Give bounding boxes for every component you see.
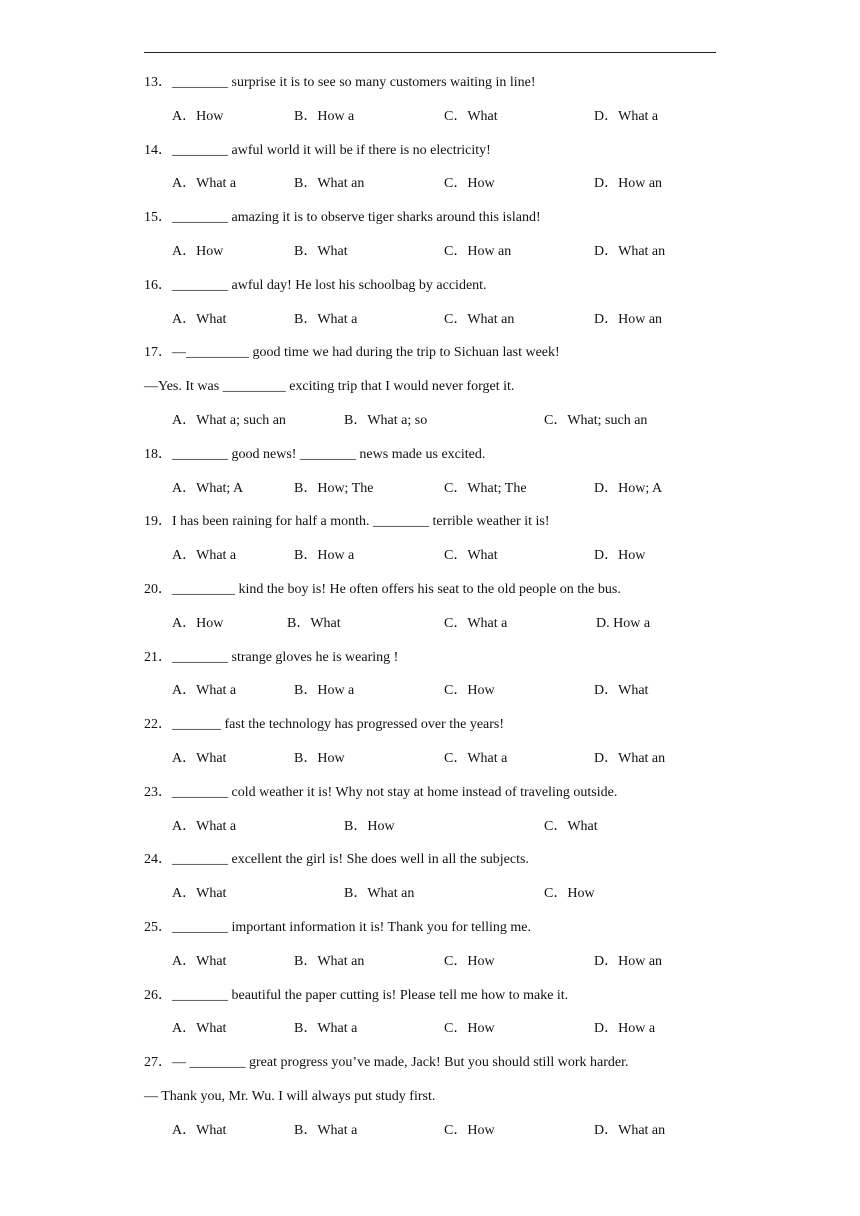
question-number: 25． bbox=[144, 920, 172, 935]
question-number: 17． bbox=[144, 345, 172, 361]
question-line-text: ________ awful day! He lost his schoolbag by accident. bbox=[172, 277, 487, 293]
question-line-text: —_________ good time we had during the trip to Sichuan last week! bbox=[172, 345, 560, 361]
answer-option[interactable]: B．What bbox=[287, 615, 341, 631]
answer-option[interactable]: A．What bbox=[172, 311, 227, 327]
question-number: 26． bbox=[144, 987, 172, 1003]
question-text bbox=[144, 142, 491, 160]
answer-option[interactable]: C．What a bbox=[444, 615, 508, 631]
answer-option[interactable]: D．How bbox=[594, 548, 646, 564]
question-number: 24． bbox=[144, 852, 172, 868]
answer-option[interactable]: C．How bbox=[544, 886, 595, 902]
answer-option[interactable]: D．What an bbox=[594, 751, 666, 766]
answer-option[interactable]: A．What a bbox=[172, 683, 237, 699]
question-number: 27． bbox=[144, 1055, 172, 1071]
answer-option[interactable]: B．How a bbox=[294, 548, 355, 564]
answer-option[interactable]: A．What bbox=[172, 953, 227, 969]
answer-option[interactable]: B．What a bbox=[294, 1021, 358, 1037]
answer-option[interactable]: C．What; The bbox=[444, 480, 527, 496]
answer-option[interactable]: C．How bbox=[444, 1021, 495, 1037]
answer-option[interactable]: D．What a bbox=[594, 108, 659, 124]
question-text bbox=[144, 74, 536, 92]
answer-option[interactable]: C．How bbox=[444, 1122, 495, 1138]
question-line-text: ________ cold weather it is! Why not stay at home instead of traveling outside. bbox=[172, 784, 618, 800]
answer-option[interactable]: D. How a bbox=[596, 615, 651, 631]
answer-option[interactable]: A．How bbox=[172, 615, 224, 631]
answer-option[interactable]: C．What; such an bbox=[544, 413, 648, 428]
question-number: 21． bbox=[144, 649, 172, 665]
question-dialogue-line bbox=[144, 378, 514, 396]
answer-option[interactable]: A．What a; such an bbox=[172, 413, 286, 428]
answer-option[interactable]: B．What an bbox=[294, 176, 365, 192]
question-text bbox=[144, 1054, 628, 1072]
question-text bbox=[144, 513, 550, 531]
question-number: 23． bbox=[144, 784, 172, 800]
question-line-text: ________ good news! ________ news made us excited. bbox=[172, 446, 486, 462]
answer-option[interactable]: A．What; A bbox=[172, 480, 244, 496]
question-text bbox=[144, 987, 568, 1005]
question-line-text: _________ kind the boy is! He often offers his seat to the old people on the bus. bbox=[172, 582, 621, 597]
answer-option[interactable]: D．What an bbox=[594, 1122, 666, 1138]
answer-option[interactable]: C．How bbox=[444, 176, 495, 192]
question-line-text: ________ excellent the girl is! She does well in all the subjects. bbox=[172, 852, 529, 868]
answer-option[interactable]: A．What bbox=[172, 1021, 227, 1037]
answer-option[interactable]: C．What bbox=[544, 818, 598, 834]
answer-option[interactable]: A．What bbox=[172, 886, 227, 902]
answer-option[interactable]: B．How bbox=[294, 751, 345, 766]
question-line-text: ________ surprise it is to see so many customers waiting in line! bbox=[172, 75, 536, 90]
answer-option[interactable]: B．What an bbox=[294, 953, 365, 969]
question-text bbox=[144, 446, 485, 464]
question-text bbox=[144, 851, 529, 869]
question-text bbox=[144, 784, 617, 802]
question-number: 15． bbox=[144, 210, 172, 226]
answer-option[interactable]: C．What bbox=[444, 108, 498, 124]
question-text bbox=[144, 581, 621, 599]
question-line-text: ________ amazing it is to observe tiger sharks around this island! bbox=[172, 210, 541, 226]
question-line-text: —Yes. It was _________ exciting trip that I would never forget it. bbox=[144, 379, 515, 395]
answer-option[interactable]: A．How bbox=[172, 108, 224, 124]
answer-option[interactable]: D．How an bbox=[594, 176, 663, 192]
answer-option[interactable]: C．How bbox=[444, 953, 495, 969]
answer-option[interactable]: A．What bbox=[172, 1122, 227, 1138]
answer-option[interactable]: D．How; A bbox=[594, 480, 663, 496]
question-text bbox=[144, 344, 560, 362]
question-line-text: — Thank you, Mr. Wu. I will always put study first. bbox=[144, 1089, 436, 1104]
answer-option[interactable]: B．How; The bbox=[294, 480, 374, 496]
answer-option[interactable]: D．What an bbox=[594, 244, 666, 259]
question-number: 18． bbox=[144, 446, 172, 462]
answer-option[interactable]: B．What bbox=[294, 244, 348, 259]
question-text bbox=[144, 716, 504, 734]
question-text bbox=[144, 277, 487, 295]
question-line-text: I has been raining for half a month. ________ terrible weather it is! bbox=[172, 514, 550, 530]
answer-option[interactable]: A．What a bbox=[172, 818, 237, 834]
question-line-text: ________ beautiful the paper cutting is! Please tell me how to make it. bbox=[172, 987, 569, 1003]
answer-option[interactable]: B．What a bbox=[294, 311, 358, 327]
answer-option[interactable]: C．How bbox=[444, 683, 495, 699]
answer-option[interactable]: B．How a bbox=[294, 683, 355, 699]
question-number: 14． bbox=[144, 142, 172, 158]
answer-option[interactable]: B．What a; so bbox=[344, 413, 428, 428]
answer-option[interactable]: C．What a bbox=[444, 751, 508, 766]
answer-option[interactable]: C．What an bbox=[444, 311, 515, 327]
answer-option[interactable]: D．What bbox=[594, 683, 649, 699]
question-dialogue-line bbox=[144, 1088, 435, 1106]
answer-option[interactable]: B．How bbox=[344, 818, 395, 834]
answer-option[interactable]: D．How an bbox=[594, 311, 663, 327]
question-number: 22． bbox=[144, 717, 172, 733]
question-line-text: ________ awful world it will be if there is no electricity! bbox=[172, 142, 491, 158]
answer-option[interactable]: A．What a bbox=[172, 548, 237, 564]
answer-option[interactable]: A．What bbox=[172, 751, 227, 766]
question-text bbox=[144, 649, 398, 667]
question-line-text: — ________ great progress you’ve made, Jack! But you should still work harder. bbox=[172, 1055, 629, 1071]
answer-option[interactable]: B．What an bbox=[344, 886, 415, 902]
answer-option[interactable]: A．How bbox=[172, 244, 224, 259]
question-number: 13． bbox=[144, 75, 172, 90]
answer-option[interactable]: D．How an bbox=[594, 953, 663, 969]
answer-option[interactable]: B．What a bbox=[294, 1122, 358, 1138]
answer-option[interactable]: D．How a bbox=[594, 1021, 656, 1037]
question-line-text: ________ strange gloves he is wearing ! bbox=[172, 649, 399, 665]
answer-option[interactable]: B．How a bbox=[294, 108, 355, 124]
answer-option[interactable]: A．What a bbox=[172, 176, 237, 192]
question-number: 20． bbox=[144, 582, 172, 597]
answer-option[interactable]: C．How an bbox=[444, 244, 512, 259]
question-text bbox=[144, 209, 541, 227]
question-number: 19． bbox=[144, 514, 172, 530]
question-line-text: _______ fast the technology has progressed over the years! bbox=[172, 717, 505, 733]
question-line-text: ________ important information it is! Thank you for telling me. bbox=[172, 920, 532, 935]
question-text bbox=[144, 919, 531, 937]
answer-option[interactable]: C．What bbox=[444, 548, 498, 564]
question-number: 16． bbox=[144, 277, 172, 293]
